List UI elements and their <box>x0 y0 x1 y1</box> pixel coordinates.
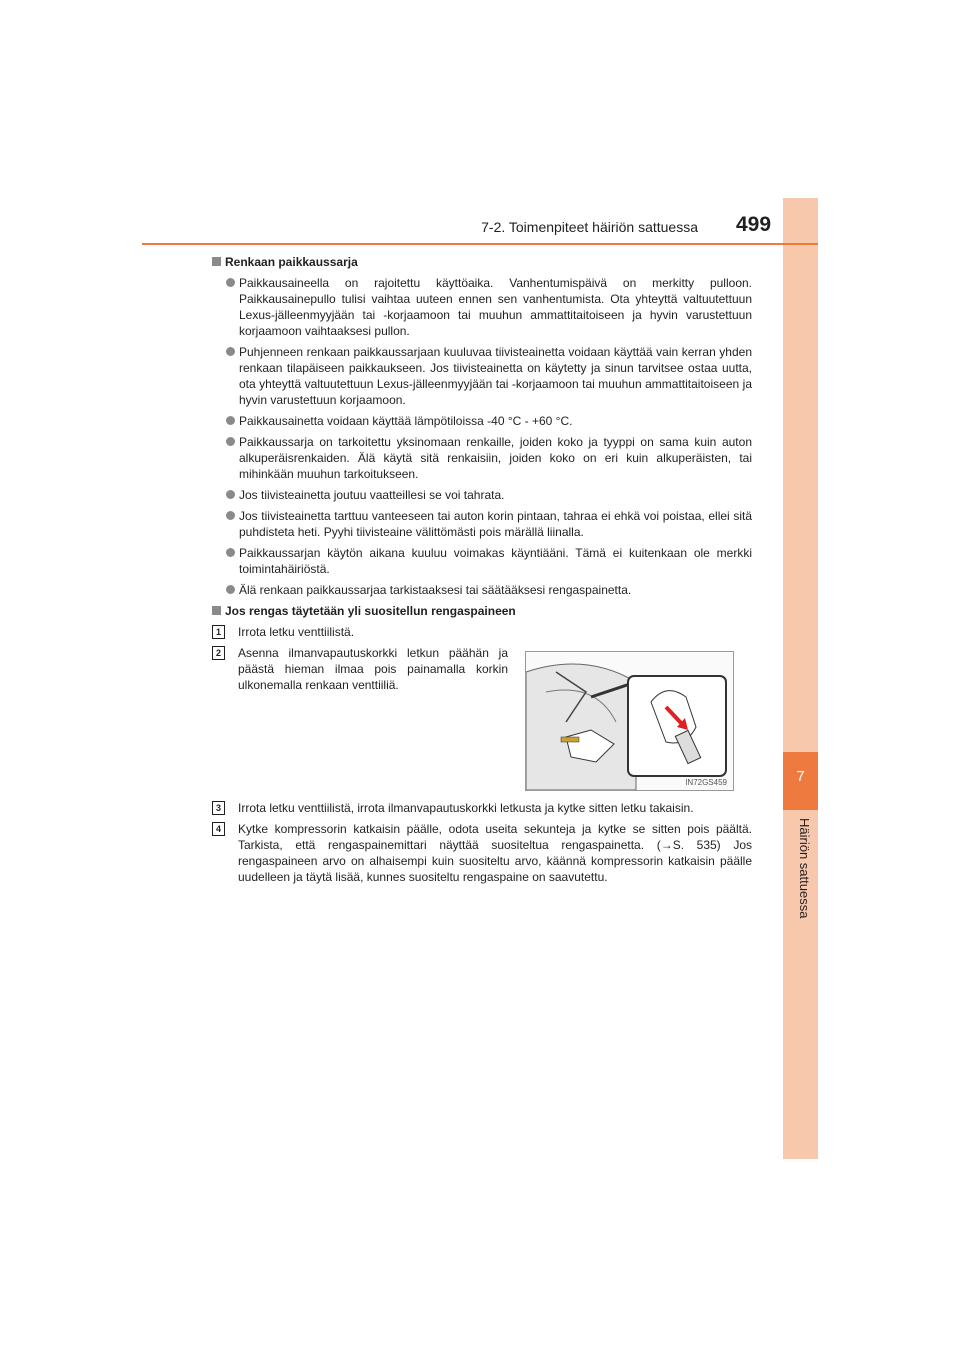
figure-code: IN72GS459 <box>685 778 727 787</box>
bullet-icon <box>226 548 235 557</box>
bullet-icon <box>226 490 235 499</box>
square-bullet-icon <box>212 257 221 266</box>
step-number: 1 <box>212 625 225 639</box>
section-heading: Renkaan paikkaussarja <box>212 254 752 270</box>
list-item: Paikkaussarja on tarkoitettu yksinomaan renkaille, joiden koko ja tyyppi on sama kuin auton alkuperäisrenkaiden. Älä käytä sitä renkaisiin, joiden koko on eri kuin alkuperäisten, tai mihinkään muuhun tarkoitukseen. <box>226 434 752 482</box>
step-item: 1 Irrota letku venttiilistä. <box>212 624 752 640</box>
tire-valve-illustration <box>526 652 733 790</box>
chapter-number: 7 <box>783 752 818 810</box>
bullet-icon <box>226 347 235 356</box>
list-item: Jos tiivisteainetta joutuu vaatteillesi se voi tahrata. <box>226 487 752 503</box>
illustration-valve-cap <box>525 651 734 791</box>
bullet-icon <box>226 437 235 446</box>
section-heading: Jos rengas täytetään yli suositellun rengaspaineen <box>212 603 752 619</box>
page-number: 499 <box>736 213 772 236</box>
square-bullet-icon <box>212 606 221 615</box>
bullet-icon <box>226 511 235 520</box>
step-number: 2 <box>212 646 225 660</box>
list-item: Jos tiivisteainetta tarttuu vanteeseen tai auton korin pintaan, tahraa ei ehkä voi poistaa, ellei sitä puhdisteta heti. Pyyhi tiivisteaine välittömästi pois märällä liinalla. <box>226 508 752 540</box>
step-item: 4 Kytke kompressorin katkaisin päälle, odota useita sekunteja ja kytke se sitten pois päältä. Tarkista, että rengaspainemittari näyttää suositeltua rengaspainetta. (→S. 535) Jos rengaspaineen arvo on alhaisempi kuin suositeltu arvo, käännä kompressorin katkaisin päälle uudelleen ja täytä lisää, kunnes suositeltu rengaspaine on saavutettu. <box>212 821 752 885</box>
page-content <box>212 254 752 890</box>
step-number: 3 <box>212 801 225 815</box>
list-item: Paikkausaineella on rajoitettu käyttöaika. Vanhentumispäivä on merkitty pulloon. Paikkausainepullo tulisi vaihtaa uuteen ennen sen vanhentumista. Ota yhteyttä valtuutettuun Lexus-jälleenmyyjään tai -korjaamoon tai muuhun ammattitaitoiseen ja hyvin varustettuun korjaamoon vaihtaaksesi pullon. <box>226 275 752 339</box>
step-item: 2 Asenna ilmanvapautuskorkki letkun päähän ja päästä hieman ilmaa pois painamalla korkin ulkonemalla renkaan venttiiliä. <box>212 645 752 795</box>
list-item: Älä renkaan paikkaussarjaa tarkistaaksesi tai säätääksesi rengaspainetta. <box>226 582 752 598</box>
list-item: Puhjenneen renkaan paikkaussarjaan kuuluvaa tiivisteainetta voidaan käyttää vain kerran yhden renkaan tilapäiseen paikkaukseen. Jos tiivisteainetta on käytetty ja sinun tarvitsee ostaa uutta, ota yhteyttä valtuutettuun Lexus-jälleenmyyjään tai -korjaamoon tai muuhun ammattitaitoiseen ja hyvin varustettuun korjaamoon. <box>226 344 752 408</box>
chapter-sidebar <box>783 198 818 1159</box>
chapter-title: Häiriön sattuessa <box>797 818 812 919</box>
step-item: 3 Irrota letku venttiilistä, irrota ilmanvapautuskorkki letkusta ja kytke sitten letku takaisin. <box>212 800 752 816</box>
section-header-title: 7-2. Toimenpiteet häiriön sattuessa <box>481 219 698 235</box>
bullet-icon <box>226 278 235 287</box>
list-item: Paikkausainetta voidaan käyttää lämpötiloissa -40 °C - +60 °C. <box>226 413 752 429</box>
bullet-icon <box>226 585 235 594</box>
header-rule <box>142 243 818 245</box>
list-item: Paikkaussarjan käytön aikana kuuluu voimakas käyntiääni. Tämä ei kuitenkaan ole merkki toimintahäiriöstä. <box>226 545 752 577</box>
bullet-icon <box>226 416 235 425</box>
step-number: 4 <box>212 822 225 836</box>
